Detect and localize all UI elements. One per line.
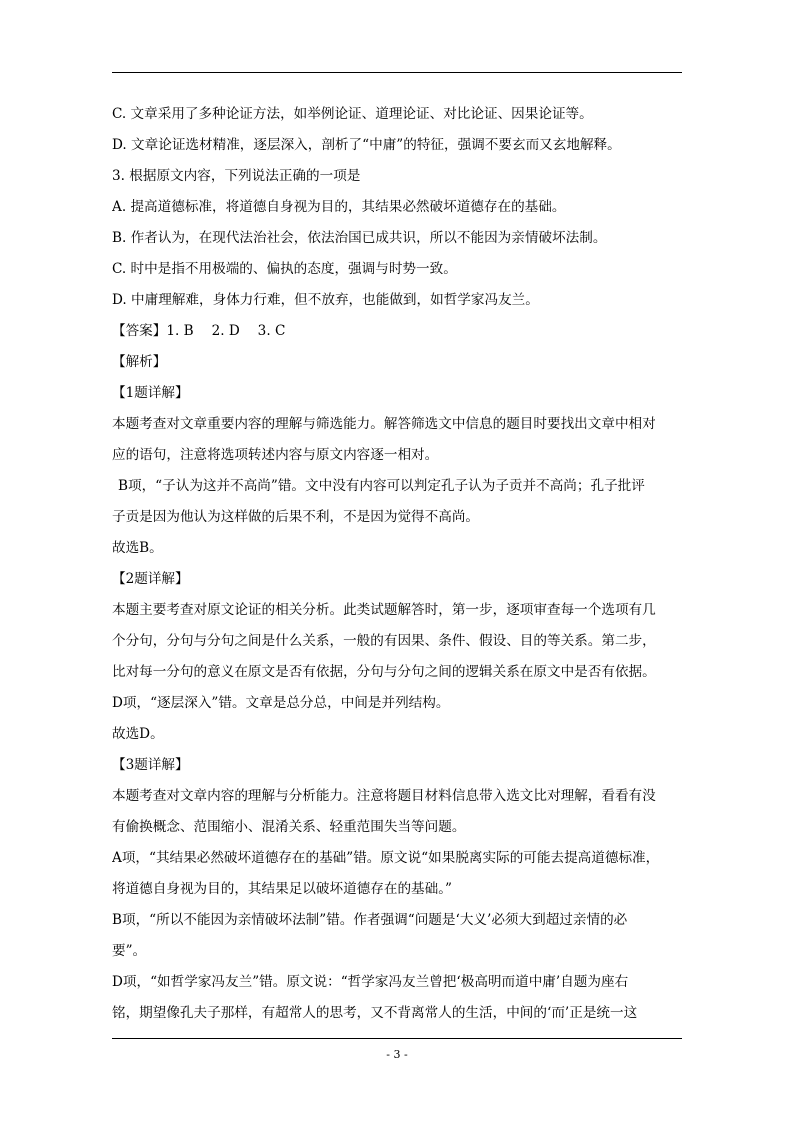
paragraph-line: 个分句，分句与分句之间是什么关系，一般的有因果、条件、假设、目的等关系。第二步，	[112, 633, 656, 649]
option-d-q2: D. 文章论证选材精准，逐层深入，剖析了“中庸”的特征，强调不要玄而又玄地解释。	[112, 137, 621, 153]
paragraph-line: 子贡是因为他认为这样做的后果不利，不是因为觉得不高尚。	[112, 509, 480, 525]
option-a-q3: A. 提高道德标准，将道德自身视为目的，其结果必然破坏道德存在的基础。	[112, 199, 566, 215]
option-c-q2: C. 文章采用了多种论证方法，如举例论证、道理论证、对比论证、因果论证等。	[112, 106, 593, 122]
choice-line: 故选B。	[112, 540, 163, 556]
header-rule	[112, 72, 682, 73]
q2-detail-heading: 【2题详解】	[112, 571, 189, 587]
choice-line: 故选D。	[112, 726, 164, 742]
document-body	[112, 99, 682, 1029]
paragraph-line: 铭，期望像孔夫子那样，有超常人的思考，又不背离常人的生活，中间的‘而’正是统一这	[112, 1005, 638, 1021]
option-c-q3: C. 时中是指不用极端的、偏执的态度，强调与时势一致。	[112, 261, 457, 277]
paragraph-line: 比对每一分句的意义在原文是否有依据，分句与分句之间的逻辑关系在原文中是否有依据。	[112, 664, 656, 680]
paragraph-line: 要”。	[112, 943, 147, 959]
paragraph-line: 将道德自身视为目的，其结果足以破坏道德存在的基础。”	[112, 881, 452, 897]
q1-detail-heading: 【1题详解】	[112, 385, 189, 401]
paragraph-line: A项，“其结果必然破坏道德存在的基础”错。原文说“如果脱离实际的可能去提高道德标准，	[112, 850, 660, 866]
paragraph-line: 应的语句，注意将选项转述内容与原文内容逐一相对。	[112, 447, 439, 463]
option-d-q3: D. 中庸理解难，身体力行难，但不放弃，也能做到，如哲学家冯友兰。	[112, 292, 539, 308]
paragraph-line: D项，“如哲学家冯友兰”错。原文说：“哲学家冯友兰曾把‘极高明而道中庸’自题为座右	[112, 974, 629, 990]
paragraph-line: 有偷换概念、范围缩小、混淆关系、轻重范围失当等问题。	[112, 819, 466, 835]
paragraph-line: D项，“逐层深入”错。文章是总分总，中间是并列结构。	[112, 695, 450, 711]
page-number: - 3 -	[386, 1048, 408, 1061]
option-b-q3: B. 作者认为，在现代法治社会，依法治国已成共识，所以不能因为亲情破坏法制。	[112, 230, 607, 246]
paragraph-line: B项，“子认为这并不高尚”错。文中没有内容可以判定孔子认为子贡并不高尚；孔子批评	[118, 478, 645, 494]
analysis-heading: 【解析】	[112, 354, 167, 370]
paragraph-line: 本题考查对文章重要内容的理解与筛选能力。解答筛选文中信息的题目时要找出文章中相对	[112, 416, 656, 432]
paragraph-line: B项，“所以不能因为亲情破坏法制”错。作者强调“问题是‘大义’必须大到超过亲情的必	[112, 912, 628, 928]
paragraph-line: 本题主要考查对原文论证的相关分析。此类试题解答时，第一步，逐项审查每一个选项有几	[112, 602, 656, 618]
paragraph-line: 本题考查对文章内容的理解与分析能力。注意将题目材料信息带入选文比对理解，看看有没	[112, 788, 656, 804]
q3-detail-heading: 【3题详解】	[112, 757, 189, 773]
footer-rule	[112, 1038, 682, 1039]
answer-line: 【答案】1. B 2. D 3. C	[112, 323, 286, 339]
question-3-stem: 3. 根据原文内容，下列说法正确的一项是	[112, 168, 361, 184]
